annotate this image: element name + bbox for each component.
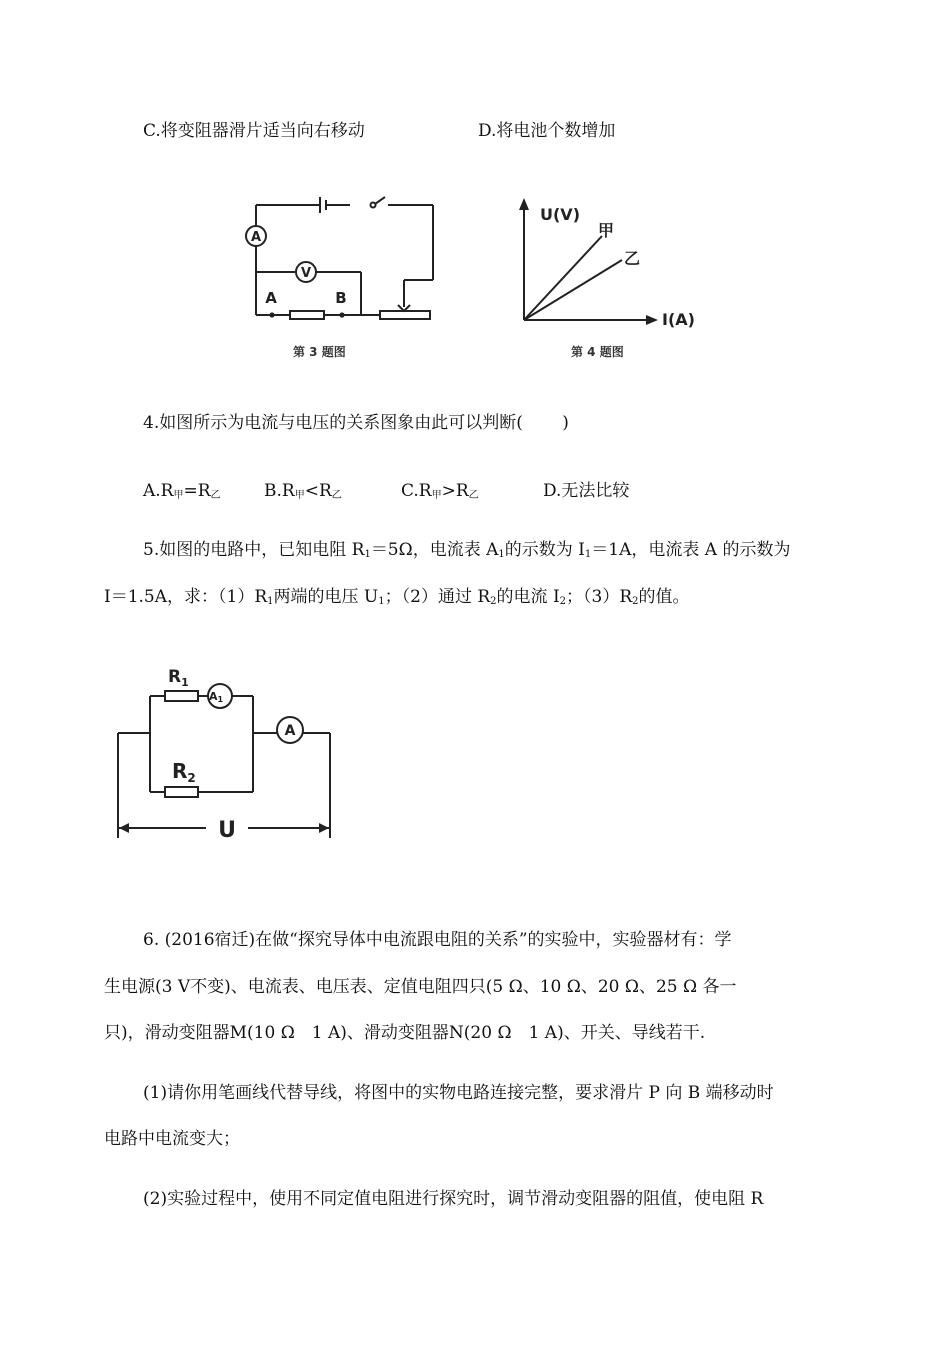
ammeter-a-label: A	[284, 723, 296, 739]
figure-3-caption: 第 3 题图	[293, 345, 346, 359]
q5-line-2: I＝1.5A，求：$(1)R_1$两端的电压 $U_1$；（2）通过 $R_2$的电流 $I_2$；$(3)R_2$的值。	[104, 587, 690, 607]
voltmeter-label: V	[300, 266, 312, 281]
x-axis-label: I(A)	[662, 310, 695, 329]
q4-stem: 4.如图所示为电流与电压的关系图象由此可以判断( )	[143, 413, 569, 433]
point-b-label: B	[335, 289, 347, 307]
q6-line-6: (2)实验过程中，使用不同定值电阻进行探究时，调节滑动变阻器的阻值，使电阻 R	[143, 1189, 764, 1209]
r1-label: $R_1$	[168, 667, 189, 689]
option-d: D.将电池个数增加	[478, 121, 616, 141]
q5-line-1: 5.如图的电路中，已知电阻 $R_1=5\Omega$，电流表 $A_1$的示数为 $I_1=1A$，电流表 A 的示数为	[143, 540, 791, 560]
y-axis-label: U(V)	[540, 205, 580, 224]
voltage-u-label: U	[218, 818, 236, 843]
circuit-figure-5	[110, 655, 350, 845]
q4-option-b: $B.R_甲<R_乙$	[264, 481, 342, 501]
q6-line-2: 生电源(3 V不变)、电流表、电压表、定值电阻四只(5 Ω、10 Ω、20 Ω、25 Ω 各一	[104, 977, 737, 997]
q4-option-d: D.无法比较	[543, 481, 630, 501]
q6-line-5: 电路中电流变大；	[104, 1129, 240, 1149]
q6-line-3: 只)，滑动变阻器M(10 Ω 1 A)、滑动变阻器N(20 Ω 1 A)、开关、导线若干.	[104, 1023, 706, 1043]
point-a-label: A	[265, 289, 277, 307]
label-yi: 乙	[624, 249, 641, 268]
ammeter-label: A	[250, 230, 262, 245]
label-jia: 甲	[598, 221, 615, 240]
q6-line-1: 6. (2016宿迁)在做“探究导体中电流跟电阻的关系”的实验中，实验器材有：学	[143, 930, 732, 950]
q4-option-c: $C.R_甲>R_乙$	[401, 481, 479, 501]
q4-option-a: $A.R_甲=R_乙$	[143, 481, 221, 501]
option-c: C.将变阻器滑片适当向右移动	[143, 121, 365, 141]
circuit-figure-3	[238, 185, 443, 330]
line-jia	[524, 236, 602, 320]
figure-4-caption: 第 4 题图	[571, 345, 624, 359]
r2-label: $R_2$	[172, 759, 196, 785]
q6-line-4: (1)请你用笔画线代替导线，将图中的实物电路连接完整，要求滑片 P 向 B 端移动时	[143, 1083, 774, 1103]
line-yi	[524, 260, 622, 320]
ammeter-a1-label: A1	[208, 690, 224, 704]
graph-figure-4	[510, 188, 715, 333]
